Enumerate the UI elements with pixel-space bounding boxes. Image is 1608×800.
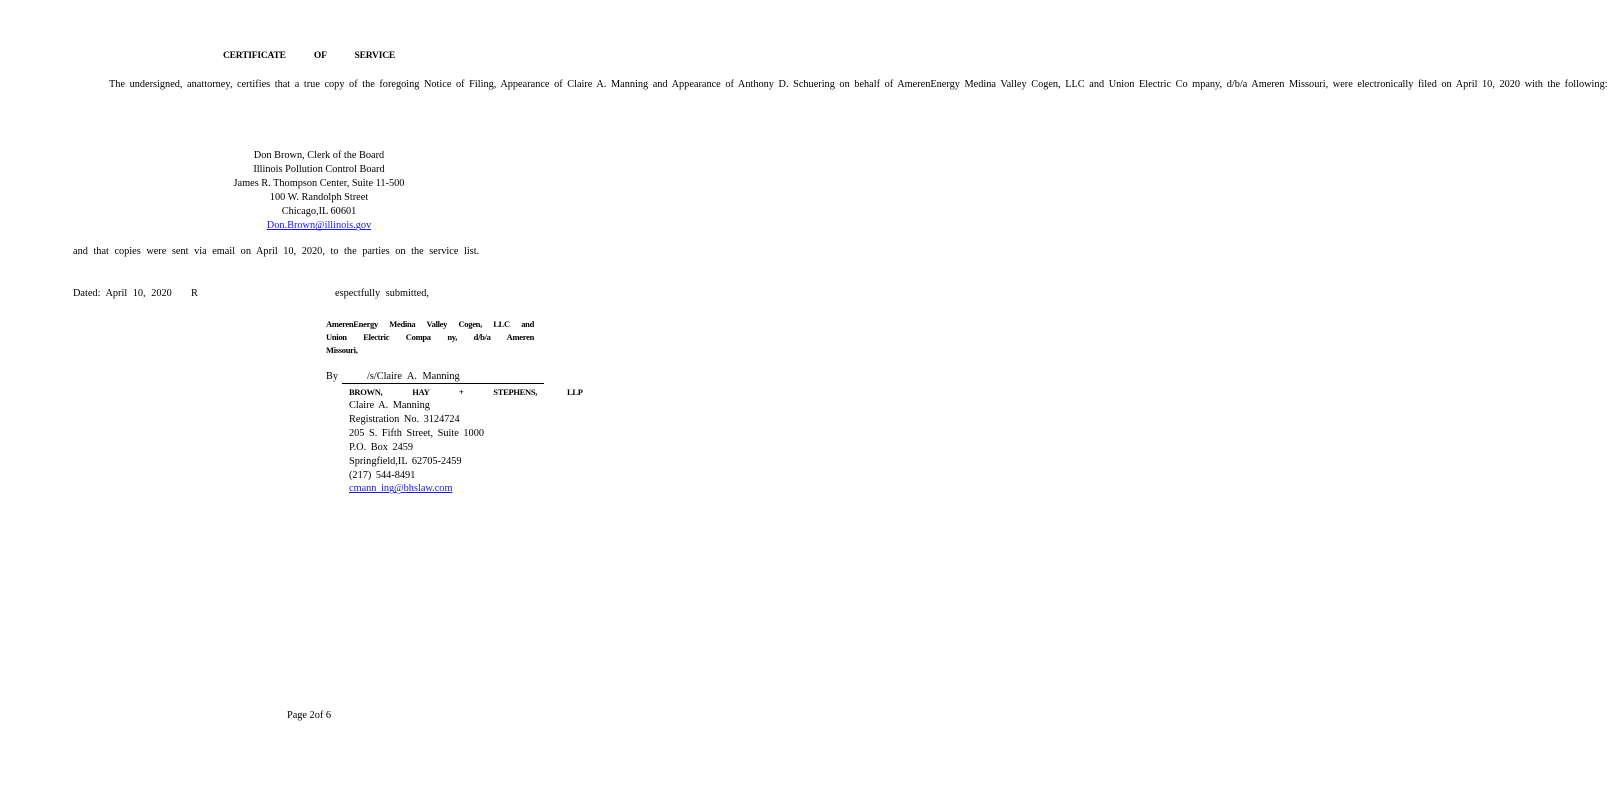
law-firm-name: BROWN, HAY + STEPHENS, LLP [349, 387, 583, 397]
attorney-phone: (217) 544-8491 [349, 469, 416, 481]
recipient-building: James R. Thompson Center, Suite 11-500 [233, 178, 405, 190]
by-label: By [326, 371, 339, 382]
respectfully-initial: R [191, 288, 198, 299]
signature-line [342, 383, 544, 384]
recipient-name: Don Brown, Clerk of the Board [253, 150, 385, 161]
client-name: AmerenEnergy Medina Valley Cogen, LLC and Union Electric Compa ny, d/b/a Ameren Missouri, [326, 319, 534, 355]
recipient-organization: Illinois Pollution Control Board [253, 164, 385, 176]
attorney-po-box: P.O. Box 2459 [349, 441, 414, 453]
page-number: Page 2of 6 [286, 710, 332, 721]
copies-statement: and that copies were sent via email on April 10, 2020, to the parties on the service list. [73, 246, 480, 257]
attorney-city: Springfield,IL 62705-2459 [349, 455, 462, 467]
certification-paragraph [73, 78, 1608, 92]
attorney-registration: Registration No. 3124724 [349, 413, 460, 425]
recipient-street: 100 W. Randolph Street [269, 192, 369, 204]
recipient-city: Chicago,IL 60601 [281, 206, 357, 218]
attorney-name: Claire A. Manning [349, 400, 430, 411]
recipient-email-link[interactable]: Don.Brown@illinois.gov [266, 220, 372, 232]
attorney-contact-block [349, 399, 484, 496]
dated-line: Dated: April 10, 2020 [73, 288, 172, 299]
document-title: CERTIFICATE OF SERVICE [222, 51, 396, 61]
recipient-address-block [180, 149, 458, 234]
attorney-email-link[interactable]: cmann ing@bhslaw.com [349, 483, 453, 495]
certification-text: The undersigned, anattorney, certifies that a true copy of the foregoing Notice of Filing, Appearance of Claire A. Manning and Appearance of Anthony D. Schuering on behalf of AmerenEnergy Medina Valley Cogen, LLC and Union Electric Co mpany, d/b/a Ameren Missouri, were electronically filed on April 10, 2020 with the following: [109, 79, 1608, 90]
electronic-signature: /s/Claire A. Manning [367, 371, 460, 382]
attorney-street: 205 S. Fifth Street, Suite 1000 [349, 427, 484, 439]
respectfully-submitted: espectfully submitted, [335, 288, 429, 299]
